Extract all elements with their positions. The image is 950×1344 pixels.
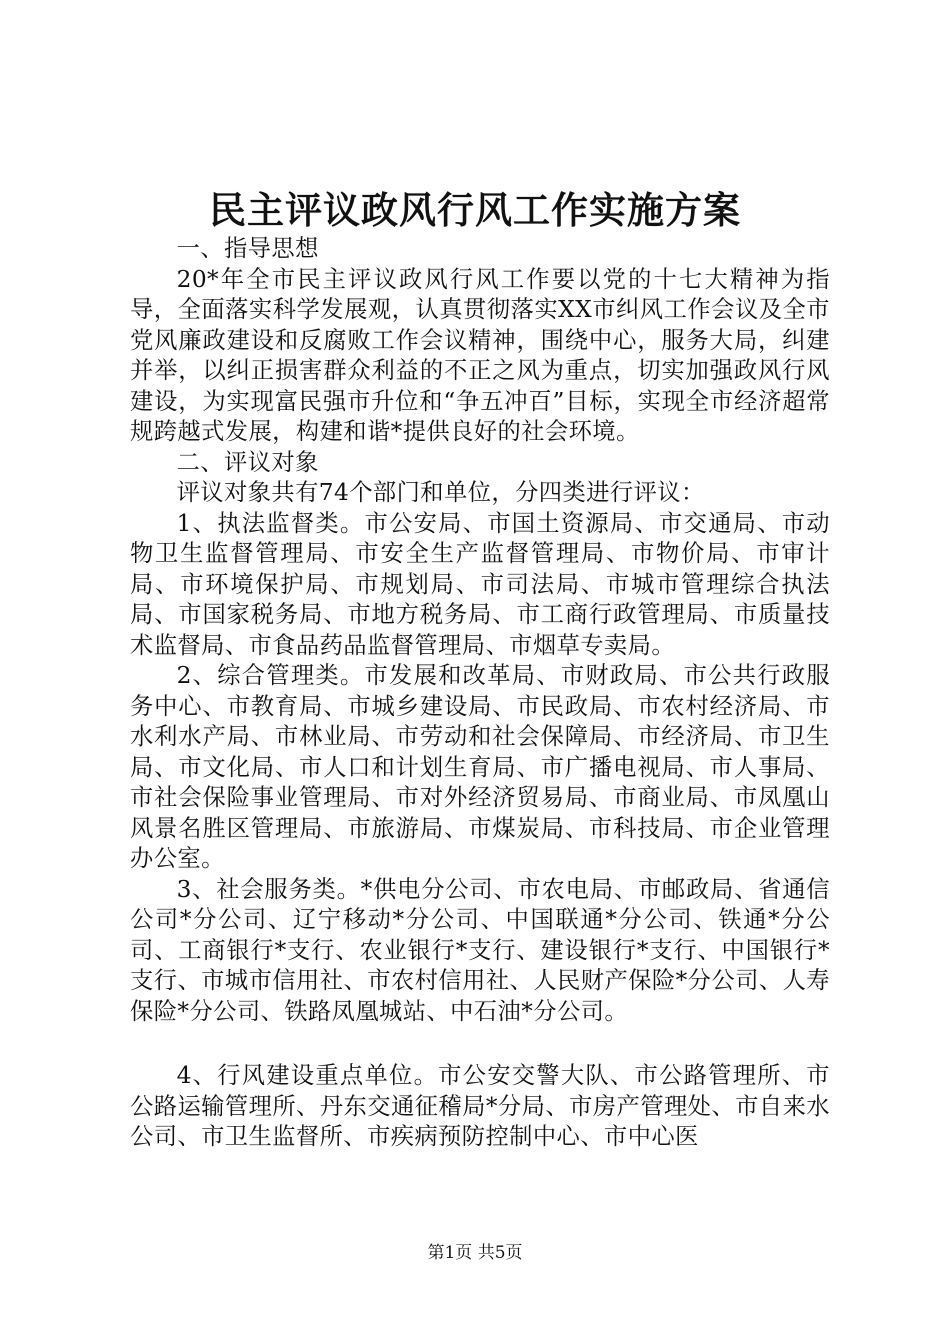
page-number-footer: 第1页 共5页 <box>427 1243 523 1263</box>
paragraph-social-service-category: 3、社会服务类。*供电分公司、市农电局、市邮政局、省通信公司*分公司、辽宁移动*分公司、中国联通*分公司、铁通*分公司、工商银行*支行、农业银行*支行、建设银行*支行、中国银行*支行、市城市信用社、市农村信用社、人民财产保险*分公司、人寿保险*分公司、铁路凤凰城站、中石油*分公司。 <box>130 875 830 1025</box>
paragraph-guiding-ideology: 20*年全市民主评议政风行风工作要以党的十七大精神为指导，全面落实科学发展观，认真贯彻落实XX市纠风工作会议及全市党风廉政建设和反腐败工作会议精神，围绕中心，服务大局，纠建并举，以纠正损害群众利益的不正之风为重点，切实加强政风行风建设，为实现富民强市升位和“争五冲百”目标，实现全市经济超常规跨越式发展，构建和谐*提供良好的社会环境。 <box>130 265 830 445</box>
paragraph-law-enforcement-category: 1、执法监督类。市公安局、市国土资源局、市交通局、市动物卫生监督管理局、市安全生产监督管理局、市物价局、市审计局、市环境保护局、市规划局、市司法局、市城市管理综合执法局、市国家税务局、市地方税务局、市工商行政管理局、市质量技术监督局、市食品药品监督管理局、市烟草专卖局。 <box>130 509 830 659</box>
paragraph-review-targets-intro: 评议对象共有74个部门和单位，分四类进行评议： <box>176 479 705 506</box>
document-title: 民主评议政风行风工作实施方案 <box>209 188 741 232</box>
paragraph-comprehensive-management-category: 2、综合管理类。市发展和改革局、市财政局、市公共行政服务中心、市教育局、市城乡建设局、市民政局、市农村经济局、市水利水产局、市林业局、市劳动和社会保障局、市经济局、市卫生局、市文化局、市人口和计划生育局、市广播电视局、市人事局、市社会保险事业管理局、市对外经济贸易局、市商业局、市凤凰山风景名胜区管理局、市旅游局、市煤炭局、市科技局、市企业管理办公室。 <box>130 662 830 872</box>
section-heading-review-targets: 二、评议对象 <box>176 448 319 476</box>
paragraph-key-units-category: 4、行风建设重点单位。市公安交警大队、市公路管理所、市公路运输管理所、丹东交通征稽局*分局、市房产管理处、市自来水公司、市卫生监督所、市疾病预防控制中心、市中心医 <box>130 1062 830 1150</box>
document-body <box>130 234 830 1153</box>
section-heading-guiding-ideology: 一、指导思想 <box>176 235 319 262</box>
